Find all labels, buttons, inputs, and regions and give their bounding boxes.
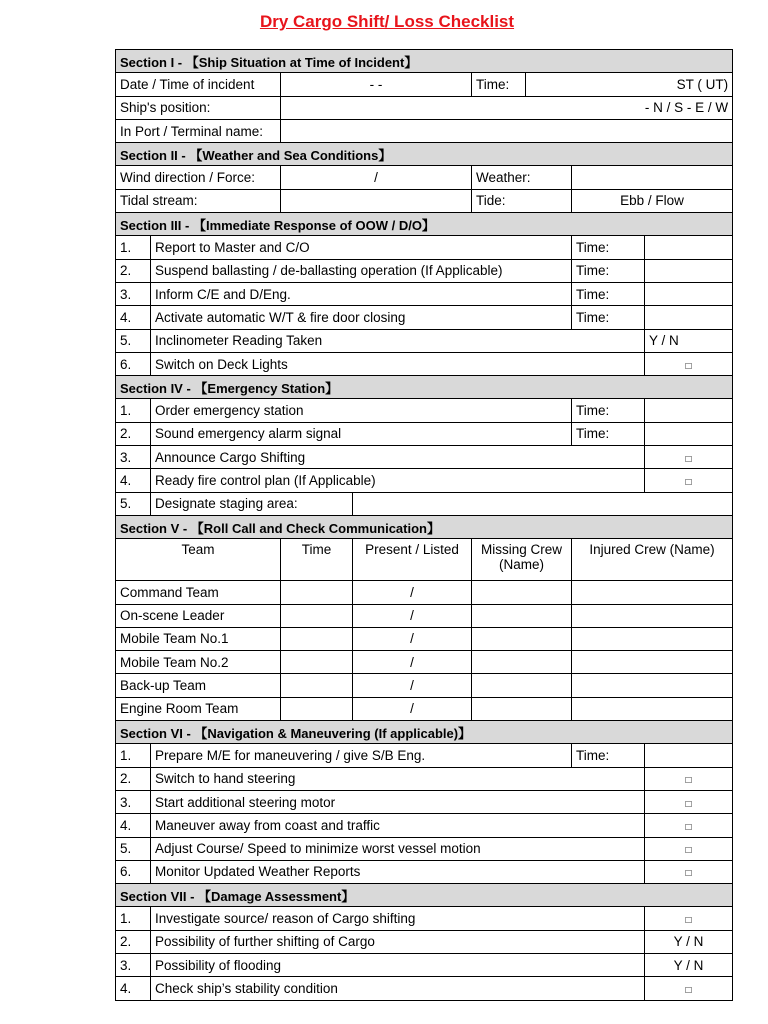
table-row xyxy=(116,166,733,189)
table-row xyxy=(116,306,733,329)
item-number: 5. xyxy=(116,492,151,515)
team-name: Command Team xyxy=(116,581,281,604)
item-number: 1. xyxy=(116,236,151,259)
item-number: 3. xyxy=(116,953,151,976)
title-text: Dry Cargo Shift/ Loss Checklist xyxy=(259,12,515,31)
col-header-missing: Missing Crew (Name) xyxy=(472,539,572,581)
table-row xyxy=(116,767,733,790)
item-text: Suspend ballasting / de-ballasting operation (If Applicable) xyxy=(151,259,572,282)
item-number: 4. xyxy=(116,814,151,837)
checklist-table xyxy=(115,49,733,1001)
item-number: 4. xyxy=(116,469,151,492)
item-text: Possibility of flooding xyxy=(151,953,645,976)
checklist-form xyxy=(115,49,732,1001)
missing-field[interactable] xyxy=(472,627,572,650)
checkbox[interactable] xyxy=(645,790,733,813)
missing-field[interactable] xyxy=(472,674,572,697)
table-row xyxy=(116,329,733,352)
section-header xyxy=(116,515,733,538)
table-row xyxy=(116,744,733,767)
present-field[interactable]: / xyxy=(353,604,472,627)
page-title xyxy=(0,12,768,32)
time-field[interactable] xyxy=(281,604,353,627)
time-label: Time: xyxy=(472,73,526,96)
checkbox[interactable] xyxy=(645,767,733,790)
table-row xyxy=(116,259,733,282)
table-row xyxy=(116,627,733,650)
section-header xyxy=(116,143,733,166)
present-field[interactable]: / xyxy=(353,651,472,674)
date-field[interactable]: - - xyxy=(281,73,472,96)
time-field[interactable] xyxy=(281,674,353,697)
team-name: Back-up Team xyxy=(116,674,281,697)
table-row xyxy=(116,422,733,445)
table-row xyxy=(116,697,733,720)
tide-label: Tide: xyxy=(472,189,572,212)
checkbox-icon[interactable]: □ xyxy=(685,476,692,488)
section-4-title: Section IV - 【Emergency Station】 xyxy=(116,376,733,399)
checkbox[interactable] xyxy=(645,977,733,1000)
item-text: Maneuver away from coast and traffic xyxy=(151,814,645,837)
item-text: Prepare M/E for maneuvering / give S/B Eng. xyxy=(151,744,572,767)
time-field[interactable] xyxy=(645,306,733,329)
item-number: 6. xyxy=(116,352,151,375)
section-7-title: Section VII - 【Damage Assessment】 xyxy=(116,884,733,907)
section-header xyxy=(116,213,733,236)
weather-field[interactable] xyxy=(572,166,733,189)
present-field[interactable]: / xyxy=(353,697,472,720)
team-name: Engine Room Team xyxy=(116,697,281,720)
checkbox[interactable] xyxy=(645,446,733,469)
table-row xyxy=(116,492,733,515)
item-text: Monitor Updated Weather Reports xyxy=(151,860,645,883)
missing-field[interactable] xyxy=(472,697,572,720)
table-row xyxy=(116,282,733,305)
table-row xyxy=(116,73,733,96)
table-row xyxy=(116,581,733,604)
missing-field[interactable] xyxy=(472,651,572,674)
time-field[interactable] xyxy=(645,259,733,282)
time-label: Time: xyxy=(572,744,645,767)
item-text: Start additional steering motor xyxy=(151,790,645,813)
present-field[interactable]: / xyxy=(353,674,472,697)
checkbox-icon[interactable]: □ xyxy=(685,984,692,996)
section-header xyxy=(116,884,733,907)
time-field[interactable] xyxy=(281,697,353,720)
time-label: Time: xyxy=(572,306,645,329)
time-field[interactable] xyxy=(281,627,353,650)
item-text: Designate staging area: xyxy=(151,492,353,515)
table-row xyxy=(116,930,733,953)
item-number: 1. xyxy=(116,907,151,930)
date-label: Date / Time of incident xyxy=(116,73,281,96)
time-field[interactable] xyxy=(281,581,353,604)
injured-field[interactable] xyxy=(572,697,733,720)
item-number: 3. xyxy=(116,446,151,469)
section-5-title: Section V - 【Roll Call and Check Communication】 xyxy=(116,515,733,538)
section-header xyxy=(116,376,733,399)
time-label: Time: xyxy=(572,282,645,305)
item-text: Order emergency station xyxy=(151,399,572,422)
position-label: Ship's position: xyxy=(116,96,281,119)
col-header-time: Time xyxy=(281,539,353,581)
col-header-injured: Injured Crew (Name) xyxy=(572,539,733,581)
missing-field[interactable] xyxy=(472,604,572,627)
item-number: 1. xyxy=(116,399,151,422)
time-field[interactable] xyxy=(281,651,353,674)
section-3-title: Section III - 【Immediate Response of OOW / D/O】 xyxy=(116,213,733,236)
item-number: 2. xyxy=(116,930,151,953)
item-number: 6. xyxy=(116,860,151,883)
time-label: Time: xyxy=(572,399,645,422)
checkbox-icon[interactable]: □ xyxy=(685,868,692,880)
item-text: Announce Cargo Shifting xyxy=(151,446,645,469)
time-label: Time: xyxy=(572,236,645,259)
item-text: Switch on Deck Lights xyxy=(151,352,645,375)
table-row xyxy=(116,604,733,627)
time-label: Time: xyxy=(572,259,645,282)
section-2-title: Section II - 【Weather and Sea Conditions】 xyxy=(116,143,733,166)
item-number: 2. xyxy=(116,259,151,282)
section-6-title: Section VI - 【Navigation & Maneuvering (If applicable)】 xyxy=(116,721,733,744)
position-field[interactable]: - N / S - E / W xyxy=(281,96,733,119)
checkbox-icon[interactable]: □ xyxy=(685,821,692,833)
yes-no-toggle[interactable]: Y / N xyxy=(645,930,733,953)
time-label: Time: xyxy=(572,422,645,445)
injured-field[interactable] xyxy=(572,604,733,627)
table-row xyxy=(116,96,733,119)
team-name: Mobile Team No.1 xyxy=(116,627,281,650)
item-text: Possibility of further shifting of Cargo xyxy=(151,930,645,953)
time-field[interactable] xyxy=(645,399,733,422)
present-field[interactable]: / xyxy=(353,581,472,604)
weather-label: Weather: xyxy=(472,166,572,189)
checkbox-icon[interactable]: □ xyxy=(685,845,692,857)
table-row xyxy=(116,399,733,422)
checkbox[interactable] xyxy=(645,814,733,837)
table-row xyxy=(116,907,733,930)
injured-field[interactable] xyxy=(572,674,733,697)
table-row xyxy=(116,837,733,860)
item-number: 1. xyxy=(116,744,151,767)
item-text: Inclinometer Reading Taken xyxy=(151,329,645,352)
table-row xyxy=(116,119,733,142)
tidal-field[interactable] xyxy=(281,189,472,212)
team-name: On-scene Leader xyxy=(116,604,281,627)
table-row xyxy=(116,977,733,1000)
item-number: 4. xyxy=(116,306,151,329)
item-text: Adjust Course/ Speed to minimize worst vessel motion xyxy=(151,837,645,860)
checkbox-icon[interactable]: □ xyxy=(685,798,692,810)
item-number: 5. xyxy=(116,837,151,860)
present-field[interactable]: / xyxy=(353,627,472,650)
checkbox-icon[interactable]: □ xyxy=(685,775,692,787)
yes-no-toggle[interactable]: Y / N xyxy=(645,953,733,976)
table-row xyxy=(116,651,733,674)
time-field[interactable]: ST ( UT) xyxy=(526,73,733,96)
checkbox-icon[interactable]: □ xyxy=(685,360,692,372)
item-number: 4. xyxy=(116,977,151,1000)
section-header xyxy=(116,721,733,744)
item-text: Investigate source/ reason of Cargo shifting xyxy=(151,907,645,930)
missing-field[interactable] xyxy=(472,581,572,604)
time-field[interactable] xyxy=(645,744,733,767)
table-row xyxy=(116,236,733,259)
item-number: 2. xyxy=(116,767,151,790)
item-text: Sound emergency alarm signal xyxy=(151,422,572,445)
col-header-present: Present / Listed xyxy=(353,539,472,581)
team-name: Mobile Team No.2 xyxy=(116,651,281,674)
table-row xyxy=(116,953,733,976)
injured-field[interactable] xyxy=(572,651,733,674)
item-text: Inform C/E and D/Eng. xyxy=(151,282,572,305)
item-number: 3. xyxy=(116,790,151,813)
checkbox[interactable] xyxy=(645,860,733,883)
time-field[interactable] xyxy=(645,236,733,259)
item-text: Activate automatic W/T & fire door closing xyxy=(151,306,572,329)
checkbox[interactable] xyxy=(645,469,733,492)
table-row xyxy=(116,352,733,375)
table-row xyxy=(116,674,733,697)
yes-no-toggle[interactable]: Y / N xyxy=(645,329,733,352)
item-text: Switch to hand steering xyxy=(151,767,645,790)
item-text: Ready fire control plan (If Applicable) xyxy=(151,469,645,492)
checkbox[interactable] xyxy=(645,837,733,860)
item-number: 3. xyxy=(116,282,151,305)
item-number: 5. xyxy=(116,329,151,352)
table-row xyxy=(116,860,733,883)
item-text: Check ship’s stability condition xyxy=(151,977,645,1000)
tidal-label: Tidal stream: xyxy=(116,189,281,212)
time-field[interactable] xyxy=(645,422,733,445)
time-field[interactable] xyxy=(645,282,733,305)
wind-field[interactable]: / xyxy=(281,166,472,189)
table-row xyxy=(116,790,733,813)
table-row xyxy=(116,446,733,469)
col-header-team: Team xyxy=(116,539,281,581)
injured-field[interactable] xyxy=(572,581,733,604)
table-row xyxy=(116,814,733,837)
checkbox-icon[interactable]: □ xyxy=(685,453,692,465)
checkbox[interactable] xyxy=(645,907,733,930)
tide-field[interactable]: Ebb / Flow xyxy=(572,189,733,212)
staging-area-field[interactable] xyxy=(353,492,733,515)
table-row xyxy=(116,189,733,212)
section-header xyxy=(116,50,733,73)
port-field[interactable] xyxy=(281,119,733,142)
roll-call-header xyxy=(116,539,733,581)
checkbox[interactable] xyxy=(645,352,733,375)
port-label: In Port / Terminal name: xyxy=(116,119,281,142)
section-1-title: Section I - 【Ship Situation at Time of Incident】 xyxy=(116,50,733,73)
checkbox-icon[interactable]: □ xyxy=(685,915,692,927)
table-row xyxy=(116,469,733,492)
item-number: 2. xyxy=(116,422,151,445)
wind-label: Wind direction / Force: xyxy=(116,166,281,189)
injured-field[interactable] xyxy=(572,627,733,650)
item-text: Report to Master and C/O xyxy=(151,236,572,259)
